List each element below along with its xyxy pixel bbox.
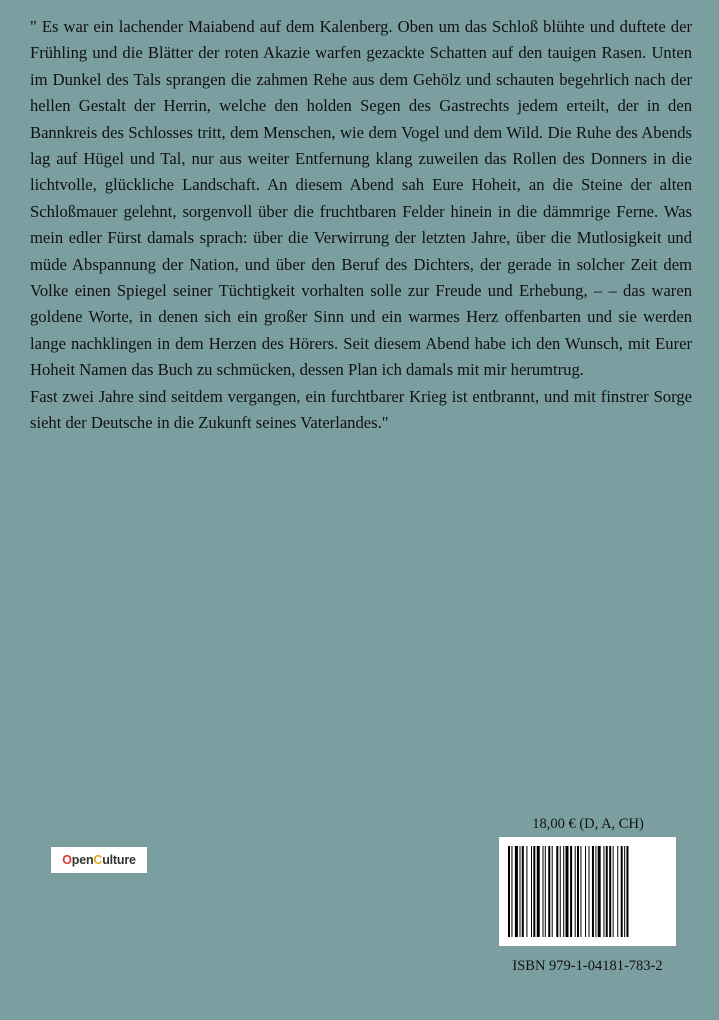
barcode-bar — [580, 846, 581, 937]
back-cover-blurb — [30, 14, 692, 437]
barcode-bar — [522, 846, 524, 937]
barcode-bar — [563, 846, 564, 937]
barcode-bar — [577, 846, 579, 937]
isbn-barcode — [499, 837, 676, 946]
publisher-logo: OpenCulture — [51, 847, 147, 873]
barcode-bar — [598, 846, 601, 937]
barcode-bar — [515, 846, 518, 937]
barcode-bar — [552, 846, 553, 937]
barcode-bar — [566, 846, 569, 937]
price-label: 18,00 € (D, A, CH) — [532, 816, 644, 832]
barcode-bar — [592, 846, 594, 937]
blurb-paragraph-1: " Es war ein lachender Maiabend auf dem Kalenberg. Oben um das Schloß blühte und duftete der Frühling und die Blätter der roten Akazie warfen gezackte Schatten auf den tauigen Rasen. Unten im Dunkel des Tals sprangen die zahmen Rehe aus dem Gehölz und schauten begehrlich nach der hellen Gestalt der Herrin, welche den holden Segen des Gastrechts jedem erteilt, der in den Bannkreis des Schlosses tritt, dem Menschen, wie dem Vogel und dem Wild. Die Ruhe des Abends lag auf Hügel und Tal, nur aus weiter Entfernung klang zuweilen das Rollen des Donners in die lichtvolle, glückliche Landschaft. An diesem Abend sah Eure Hoheit, an die Steine der alten Schloßmauer gelehnt, sorgenvoll über die fruchtbaren Felder hinein in die dämmrige Ferne. Was mein edler Fürst damals sprach: über die Verwirrung der letzten Jahre, über die Mutlosigkeit und müde Abspannung der Nation, und über den Beruf des Dichters, der gerade in solcher Zeit dem Volke einen Spiegel seiner Tüchtigkeit vorhalten solle zur Freude und Erhebung, – – das waren goldene Worte, in denen sich ein großer Sinn und ein warmes Herz offenbarten und sie werden lange nachklingen in dem Herzen des Hörers. Seit diesem Abend habe ich den Wunsch, mit Eurer Hoheit Namen das Buch zu schmücken, dessen Plan ich damals mit mir herumtrug. — [30, 17, 692, 380]
barcode-bar — [560, 846, 561, 937]
barcode-bar — [526, 846, 527, 937]
barcode-bar — [621, 846, 623, 937]
barcode-bar — [575, 846, 576, 937]
barcode-bar — [570, 846, 572, 937]
barcode-bar — [606, 846, 608, 937]
barcode-bar — [520, 846, 521, 937]
barcode-bar — [603, 846, 604, 937]
barcode-bar — [533, 846, 535, 937]
barcode-bars — [508, 846, 667, 937]
barcode-bar — [609, 846, 611, 937]
barcode-bar — [545, 846, 546, 937]
barcode-bar — [508, 846, 510, 937]
barcode-bar — [548, 846, 550, 937]
barcode-bar — [511, 846, 512, 937]
barcode-bar — [531, 846, 532, 937]
barcode-bar — [617, 846, 618, 937]
barcode-bar — [624, 846, 625, 937]
blurb-paragraph-2: Fast zwei Jahre sind seitdem vergangen, ein furchtbarer Krieg ist entbrannt, und mit finstrer Sorge sieht der Deutsche in die Zukunft seines Vaterlandes." — [30, 386, 692, 433]
barcode-bar — [613, 846, 614, 937]
barcode-bar — [589, 846, 590, 937]
barcode-bar — [543, 846, 544, 937]
barcode-bar — [595, 846, 596, 937]
barcode-bar — [537, 846, 540, 937]
barcode-bar — [585, 846, 586, 937]
isbn-label: ISBN 979-1-04181-783-2 — [512, 958, 663, 974]
barcode-bar — [626, 846, 628, 937]
barcode-bar — [556, 846, 558, 937]
